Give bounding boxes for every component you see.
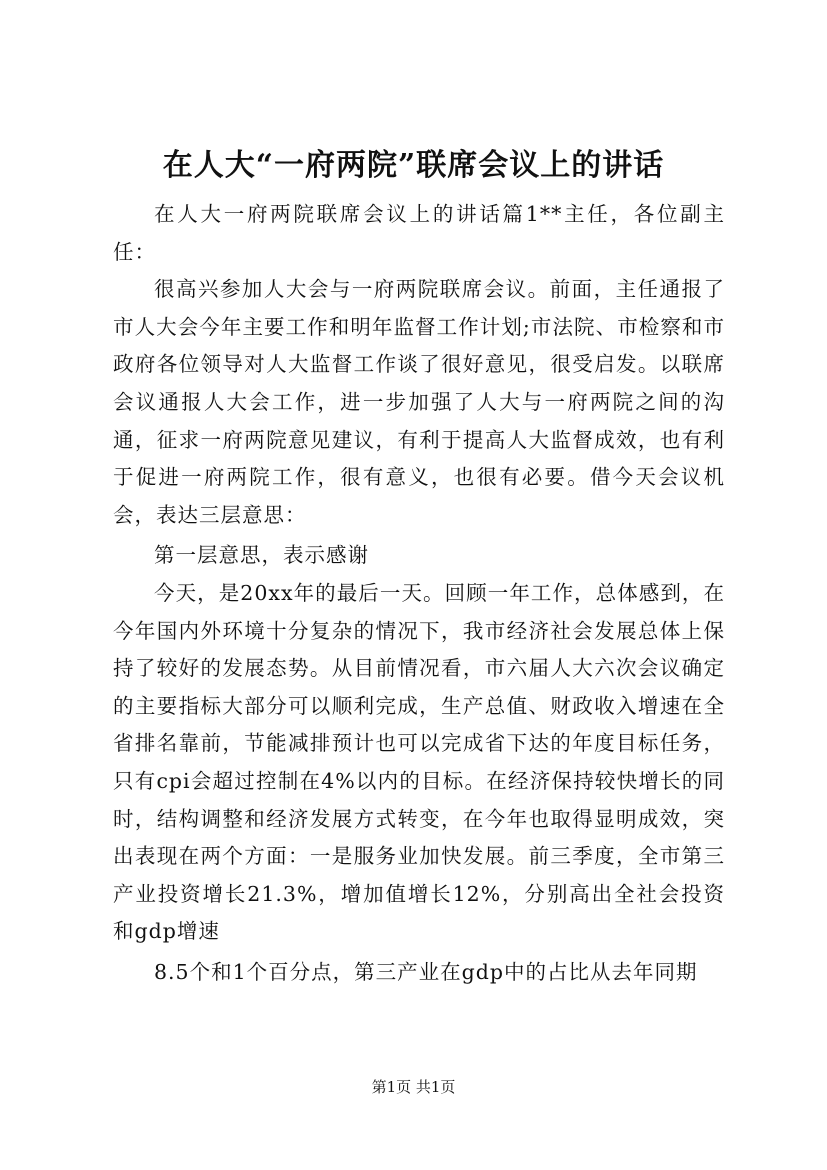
salutation-paragraph: 在人大一府两院联席会议上的讲话篇1**主任，各位副主任： — [113, 202, 725, 264]
page-footer: 第1页 共1页 — [371, 1078, 456, 1096]
body-paragraph-continued: 8.5个和1个百分点，第三产业在gdp中的占比从去年同期 — [154, 959, 698, 984]
body-paragraph: 今天，是20xx年的最后一天。回顾一年工作，总体感到，在今年国内外环境十分复杂的情况下，我市经济社会发展总体上保持了较好的发展态势。从目前情况看，市六届人大六次会议确定的主要指标大部分可以顺利完成，生产总值、财政收入增速在全省排名靠前，节能减排预计也可以完成省下达的年度目标任务，只有cpi会超过控制在4%以内的目标。在经济保持较快增长的同时，结构调整和经济发展方式转变，在今年也取得显明成效，突出表现在两个方面：一是服务业加快发展。前三季度，全市第三产业投资增长21.3%，增加值增长12%，分别高出全社会投资和gdp增速 — [113, 580, 725, 944]
document-body — [113, 196, 725, 991]
opening-paragraph: 很高兴参加人大会与一府两院联席会议。前面，主任通报了市人大会今年主要工作和明年监督工作计划;市法院、市检察和市政府各位领导对人大监督工作谈了很好意见，很受启发。以联席会议通报人大会工作，进一步加强了人大与一府两院之间的沟通，征求一府两院意见建议，有利于提高人大监督成效，也有利于促进一府两院工作，很有意义，也很有必要。借今天会议机会，表达三层意思： — [113, 277, 725, 527]
document-title: 在人大“一府两院”联席会议上的讲话 — [162, 148, 665, 183]
section-heading: 第一层意思，表示感谢 — [154, 543, 369, 568]
